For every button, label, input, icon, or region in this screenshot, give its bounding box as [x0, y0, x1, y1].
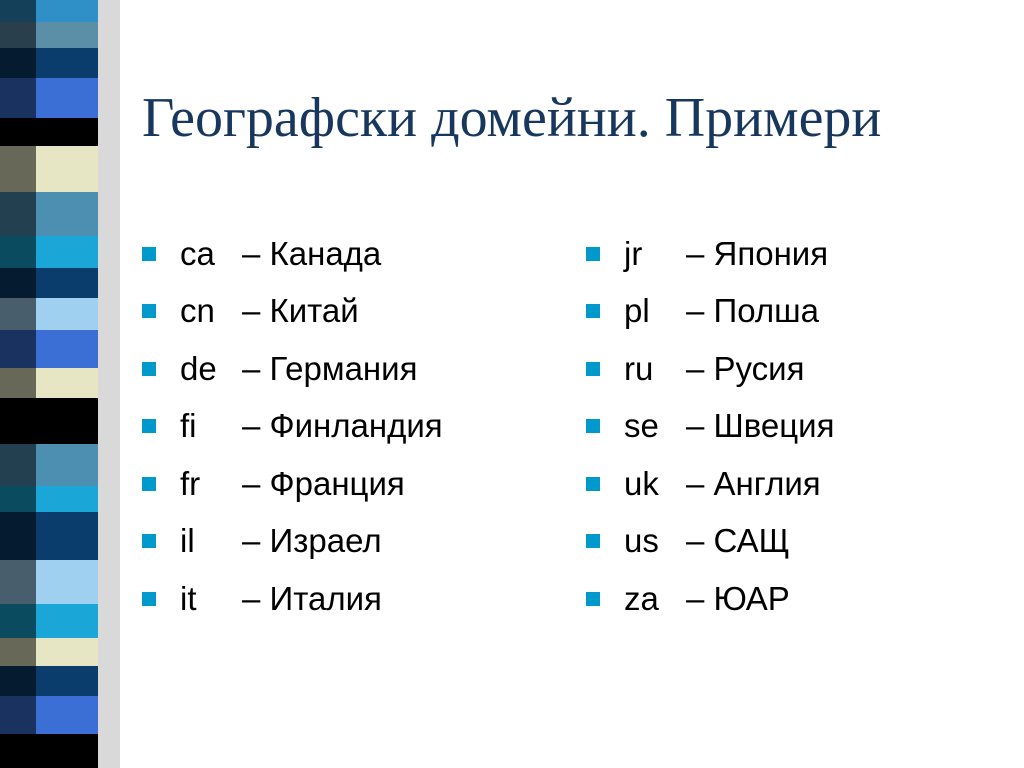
square-bullet-icon — [142, 419, 156, 433]
country-name: – Франция — [242, 464, 405, 502]
domain-code: fi — [180, 407, 197, 445]
square-bullet-icon — [142, 362, 156, 376]
country-name: – Финландия — [242, 407, 443, 445]
country-name: – Италия — [242, 579, 382, 617]
country-name: – Англия — [686, 464, 821, 502]
domain-code: jr — [624, 234, 643, 272]
list-item — [586, 570, 834, 628]
country-name: – Израел — [242, 522, 382, 560]
country-name: – Япония — [686, 234, 829, 272]
domain-code: uk — [624, 464, 659, 502]
domain-code: il — [180, 522, 195, 560]
domain-code: ru — [624, 349, 654, 387]
left-domain-list — [142, 225, 443, 628]
list-item — [142, 455, 443, 513]
domain-code: cn — [180, 292, 215, 330]
domain-code: za — [624, 579, 659, 617]
slide-title: Географски домейни. Примери — [142, 87, 882, 149]
list-item — [142, 398, 443, 456]
square-bullet-icon — [142, 592, 156, 606]
list-item — [586, 455, 834, 513]
country-name: – ЮАР — [686, 579, 790, 617]
square-bullet-icon — [142, 477, 156, 491]
country-name: – Китай — [242, 292, 359, 330]
square-bullet-icon — [142, 247, 156, 261]
square-bullet-icon — [586, 362, 600, 376]
square-bullet-icon — [586, 304, 600, 318]
domain-code: pl — [624, 292, 650, 330]
domain-code: ca — [180, 234, 215, 272]
domain-code: fr — [180, 464, 201, 502]
list-item — [586, 398, 834, 456]
domain-code: se — [624, 407, 659, 445]
square-bullet-icon — [586, 477, 600, 491]
list-item — [142, 570, 443, 628]
domain-code: de — [180, 349, 217, 387]
square-bullet-icon — [586, 592, 600, 606]
square-bullet-icon — [586, 247, 600, 261]
decorative-stripe-bar — [0, 0, 120, 768]
country-name: – САЩ — [686, 522, 790, 560]
list-item — [142, 225, 443, 283]
list-item — [586, 225, 834, 283]
list-item — [142, 340, 443, 398]
square-bullet-icon — [142, 304, 156, 318]
right-domain-list — [586, 225, 834, 628]
list-item — [586, 283, 834, 341]
country-name: – Канада — [242, 234, 382, 272]
country-name: – Швеция — [686, 407, 835, 445]
country-name: – Полша — [686, 292, 819, 330]
domain-code: us — [624, 522, 659, 560]
square-bullet-icon — [586, 419, 600, 433]
list-item — [142, 283, 443, 341]
country-name: – Германия — [242, 349, 418, 387]
square-bullet-icon — [586, 534, 600, 548]
domain-code: it — [180, 579, 197, 617]
list-item — [142, 513, 443, 571]
country-name: – Русия — [686, 349, 805, 387]
square-bullet-icon — [142, 534, 156, 548]
list-item — [586, 513, 834, 571]
list-item — [586, 340, 834, 398]
